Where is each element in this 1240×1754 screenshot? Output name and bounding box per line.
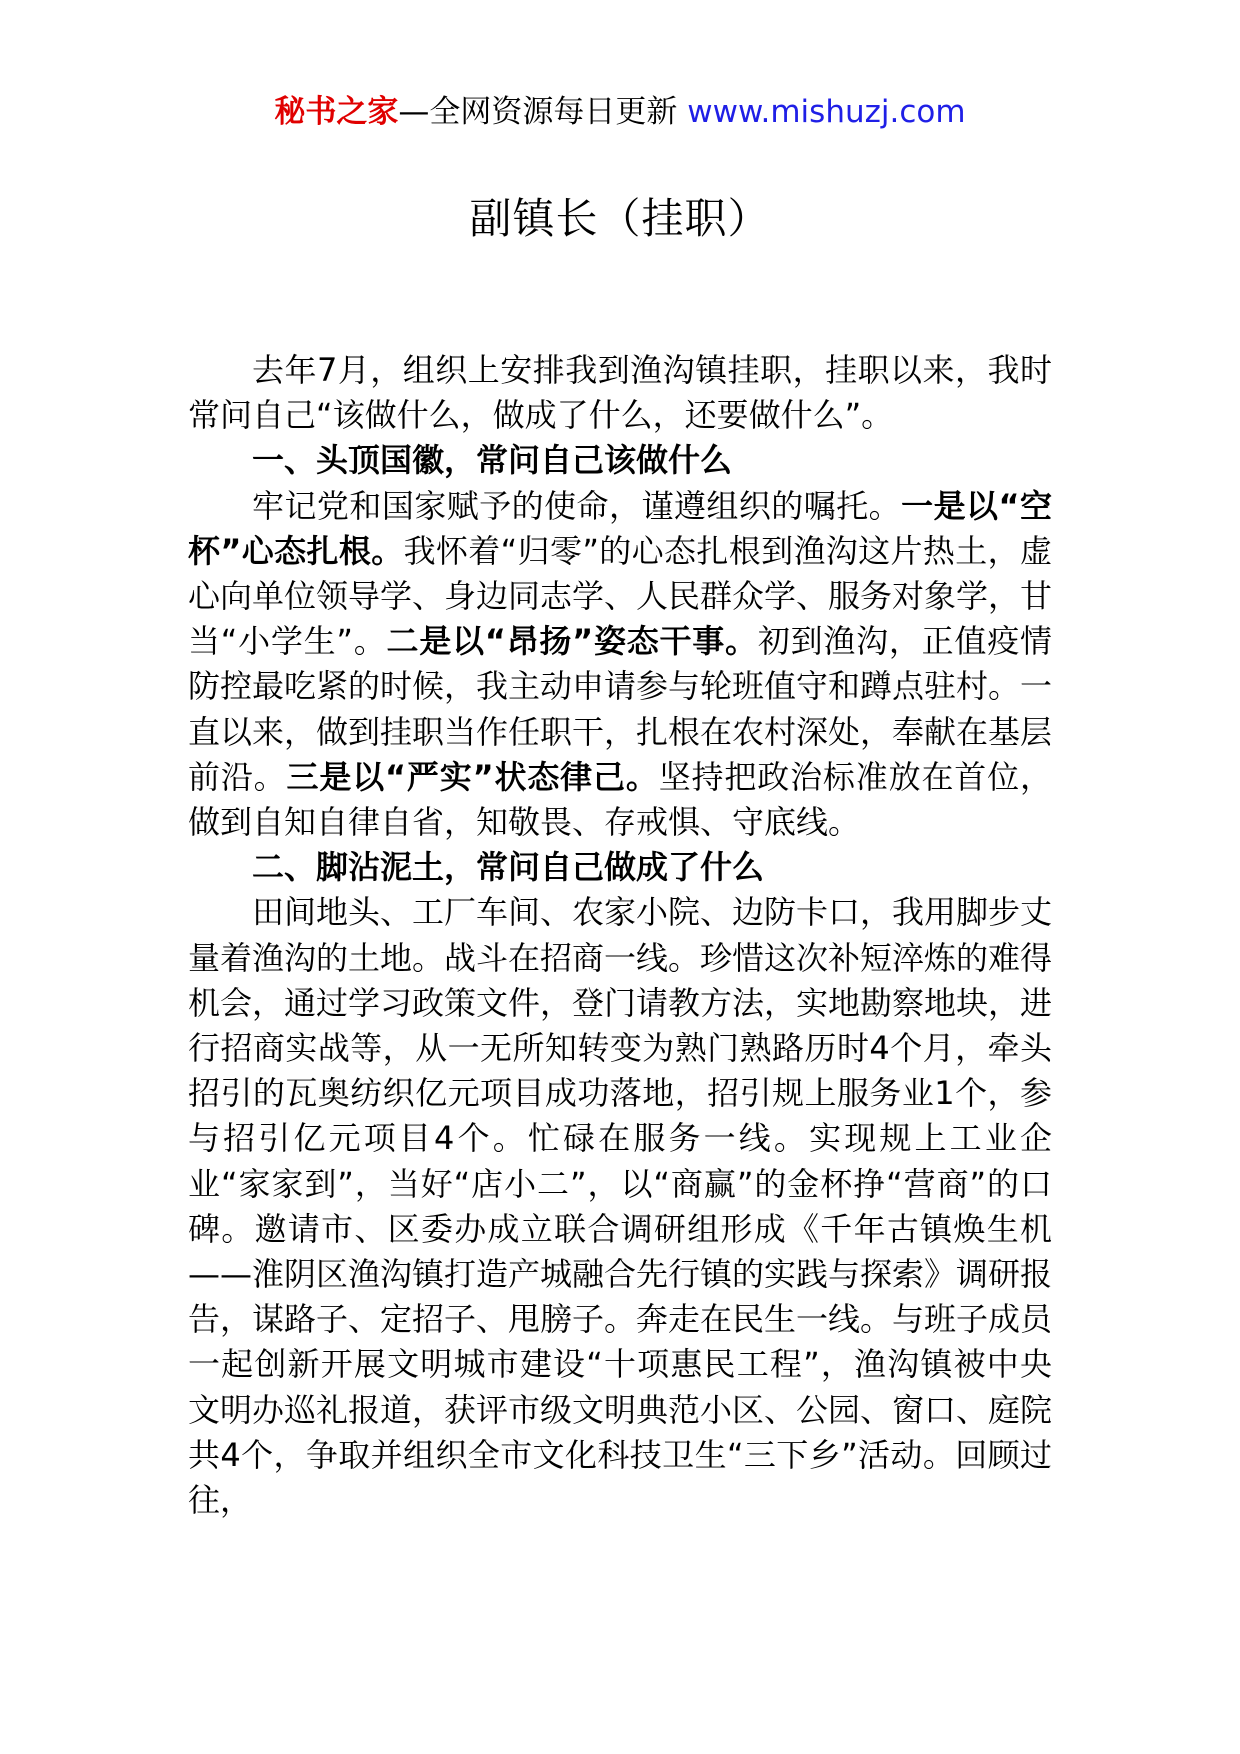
intro-paragraph: 去年7月，组织上安排我到渔沟镇挂职，挂职以来，我时常问自己“该做什么，做成了什么，还要做什么”。 — [188, 351, 1052, 435]
paragraph-text: 我怀着“归零”的心态扎根到渔沟这片热土，虚心向单位领导学、身边同志学、人民群众学、服务对象学，甘当“小学生”。 — [188, 531, 1053, 661]
paragraph-text: 坚持把政治标准放在首位，做到自知自律自省，知敬畏、存戒惧、守底线。 — [188, 757, 1052, 842]
bold-point-2: 二是以“昂扬”姿态干事。 — [386, 622, 758, 661]
document-body — [188, 348, 1052, 1523]
bold-point-1: 一是以“空杯”心态扎根。 — [188, 486, 1052, 570]
section-2-paragraph: 田间地头、工厂车间、农家小院、边防卡口，我用脚步丈量着渔沟的土地。战斗在招商一线。珍惜这次补短淬炼的难得机会，通过学习政策文件，登门请教方法，实地勘察地块，进行招商实战等，从一无所知转变为熟门熟路历时4个月，牵头招引的瓦奥纺织亿元项目成功落地，招引规上服务业1个，参与招引亿元项目4个。忙碌在服务一线。实现规上工业企业“家家到”，当好“店小二”，以“商赢”的金杯挣“营商”的口碑。邀请市、区委办成立联合调研组形成《千年古镇焕生机——淮阴区渔沟镇打造产城融合先行镇的实践与探索》调研报告，谋路子、定招子、甩膀子。奔走在民生一线。与班子成员一起创新开展文明城市建设“十项惠民工程”，渔沟镇被中央文明办巡礼报道，获评市级文明典范小区、公园、窗口、庭院共4个，争取并组织全市文化科技卫生“三下乡”活动。回顾过往， — [188, 893, 1053, 1520]
site-slogan: —全网资源每日更新 — [398, 94, 688, 130]
paragraph-text: 初到渔沟，正值疫情防控最吃紧的时候，我主动申请参与轮班值守和蹲点驻村。一直以来，做到挂职当作任职干，扎根在农村深处，奉献在基层前沿。 — [188, 622, 1053, 796]
site-brand-name: 秘书之家 — [274, 94, 399, 130]
bold-point-3: 三是以“严实”状态律己。 — [286, 757, 659, 796]
paragraph-text: 牢记党和国家赋予的使命，谨遵组织的嘱托。 — [252, 486, 902, 525]
section-heading-2: 二、脚沾泥土，常问自己做成了什么 — [252, 848, 765, 887]
section-1-paragraph — [188, 484, 1052, 846]
site-banner — [0, 92, 1240, 132]
section-heading-1: 一、头顶国徽，常问自己该做什么 — [252, 441, 733, 480]
site-url-link[interactable]: www.mishuzj.com — [687, 94, 966, 130]
document-title: 副镇长（挂职） — [469, 194, 771, 243]
